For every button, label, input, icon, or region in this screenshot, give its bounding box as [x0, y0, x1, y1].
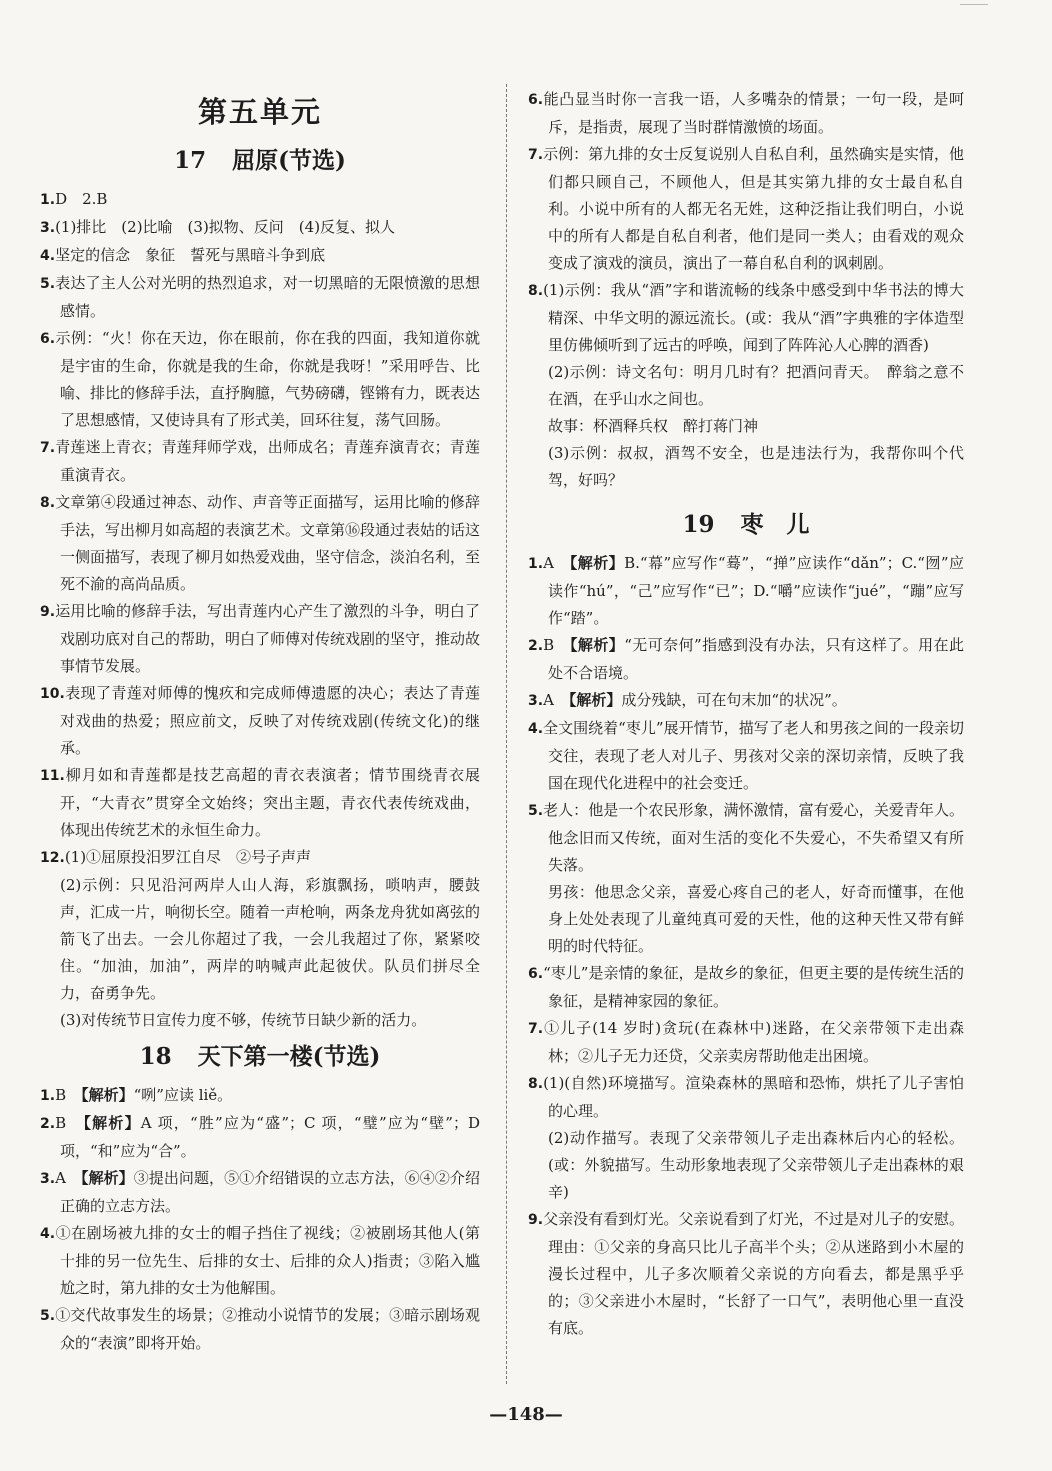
section-name: 屈原(节选) — [232, 147, 346, 174]
answer-subitem: 男孩：他思念父亲，喜爱心疼自己的老人，好奇而懂事，在他身上处处表现了儿童纯真可爱的天性，他的这种天性又带有鲜明的时代特征。 — [548, 883, 964, 955]
answer-item: 4.坚定的信念 象征 誓死与黑暗斗争到底 — [40, 246, 326, 264]
answer-item: 5.①交代故事发生的场景；②推动小说情节的发展；③暗示剧场观众的“表演”即将开始。 — [40, 1306, 480, 1352]
answer-subitem: (2)示例：只见沿河两岸人山人海，彩旗飘扬，唢呐声，腰鼓声，汇成一片，响彻长空。随着一声枪响，两条龙舟犹如离弦的箭飞了出去。一会儿你超过了我，一会儿我超过了你，紧紧咬住。“加油，加油”，两岸的呐喊声此起彼伏。队员们拼尽全力，奋勇争先。 — [60, 876, 481, 1002]
answer-item: 8.(1)示例：我从“酒”字和谐流畅的线条中感受到中华书法的博大精深、中华文明的源远流长。(或：我从“酒”字典雅的字体造型里仿佛倾听到了远古的呼唤，闻到了阵阵沁人心脾的酒香) — [528, 281, 964, 354]
answer-item: 7.①儿子(14 岁时)贪玩(在森林中)迷路，在父亲带领下走出森林；②儿子无力还贷，父亲卖房帮助他走出困境。 — [528, 1019, 964, 1065]
analysis-tag: 【解析】 — [569, 554, 625, 572]
answer-item: 9.运用比喻的修辞手法，写出青莲内心产生了激烈的斗争，明白了戏剧功底对自己的帮助，明白了师傅对传统戏剧的坚守，推动故事情节发展。 — [40, 602, 481, 675]
analysis-tag: 【解析】 — [83, 1114, 141, 1132]
answer-item: 8.文章第④段通过神态、动作、声音等正面描写，运用比喻的修辞手法，写出柳月如高超的表演艺术。文章第⑯段通过表姑的话这一侧面描写，表现了柳月如热爱戏曲，坚守信念，淡泊名利，至死不渝的高尚品质。 — [40, 493, 481, 593]
analysis-tag: 【解析】 — [81, 1086, 134, 1104]
analysis-tag: 【解析】 — [569, 636, 625, 654]
answer-item: 7.青莲迷上青衣；青莲拜师学戏，出师成名；青莲弃演青衣；青莲重演青衣。 — [40, 438, 480, 484]
top-edge-mark — [960, 4, 988, 5]
answer-item: 4.①在剧场被九排的女士的帽子挡住了视线；②被剧场其他人(第十排的另一位先生、后排的女士、后排的众人)指责；③陷入尴尬之时，第九排的女士为他解围。 — [40, 1224, 480, 1297]
section-17-title — [40, 142, 480, 180]
page-number: —148— — [489, 1404, 563, 1425]
answer-item: 3.A 【解析】③提出问题，⑤①介绍错误的立志方法，⑥④②介绍正确的立志方法。 — [40, 1169, 480, 1215]
answer-item: 4.全文围绕着“枣儿”展开情节，描写了老人和男孩之间的一段亲切交往，表现了老人对儿子、男孩对父亲的深切亲情，反映了我国在现代化进程中的社会变迁。 — [528, 719, 964, 792]
answer-item: 5.表达了主人公对光明的热烈追求，对一切黑暗的无限愤激的思想感情。 — [40, 274, 480, 320]
section-number: 19 — [682, 511, 715, 538]
analysis-tag: 【解析】 — [81, 1169, 134, 1187]
answer-item: 6.能凸显当时你一言我一语，人多嘴杂的情景；一句一段，是呵斥，是指责，展现了当时群情激愤的场面。 — [528, 90, 964, 136]
answer-item: 2.B 【解析】“无可奈何”指感到没有办法，只有这样了。用在此处不合语境。 — [528, 636, 964, 682]
answer-item: 5.老人：他是一个农民形象，满怀激情，富有爱心，关爱青年人。他念旧而又传统，面对生活的变化不失爱心，不失希望又有所失落。 — [528, 801, 964, 874]
answer-subitem: (3)对传统节日宣传力度不够，传统节日缺少新的活力。 — [60, 1011, 427, 1029]
section-19-title — [528, 506, 964, 544]
answer-item: 8.(1)(自然)环境描写。渲染森林的黑暗和恐怖，烘托了儿子害怕的心理。 — [528, 1074, 964, 1120]
column-divider — [506, 84, 507, 1384]
answer-item: 6.“枣儿”是亲情的象征，是故乡的象征，但更主要的是传统生活的象征，是精神家园的象征。 — [528, 964, 964, 1010]
answer-item: 12.(1)①屈原投汨罗江自尽 ②号子声声 — [40, 848, 312, 866]
answer-item: 7.示例：第九排的女士反复说别人自私自利，虽然确实是实情，他们都只顾自己，不顾他人，但是其实第九排的女士最自私自利。小说中所有的人都无名无姓，这种泛指让我们明白，小说中的所有人都是自私自利者，他们是同一类人；由看戏的观众变成了演戏的演员，演出了一幕自私自利的讽刺剧。 — [528, 145, 964, 272]
answer-item: 9.父亲没有看到灯光。父亲说看到了灯光，不过是对儿子的安慰。理由：①父亲的身高只比儿子高半个头；②从迷路到小木屋的漫长过程中，儿子多次顺着父亲说的方向看去，都是黑乎乎的；③父亲进小木屋时，“长舒了一口气”，表明他心里一直没有底。 — [528, 1210, 964, 1337]
answer-item: 1.D 2.B — [40, 190, 108, 208]
answer-item: 1.B 【解析】“咧”应读 liě。 — [40, 1086, 233, 1104]
analysis-tag: 【解析】 — [568, 691, 622, 709]
section-name: 天下第一楼(节选) — [197, 1043, 381, 1070]
answer-subitem: (3)示例：叔叔，酒驾不安全，也是违法行为，我帮你叫个代驾，好吗？ — [548, 444, 964, 489]
left-column — [40, 84, 480, 1357]
section-number: 18 — [139, 1043, 172, 1070]
answer-subitem: 故事：杯酒释兵权 醉打蒋门神 — [548, 417, 759, 435]
unit-title: 第五单元 — [197, 95, 322, 129]
answer-item: 3.(1)排比 (2)比喻 (3)拟物、反问 (4)反复、拟人 — [40, 218, 396, 236]
answer-item: 10.表现了青莲对师傅的愧疚和完成师傅遗愿的决心；表达了青莲对戏曲的热爱；照应前文，反映了对传统戏剧(传统文化)的继承。 — [40, 684, 480, 757]
section-number: 17 — [174, 147, 207, 174]
answer-subitem: (2)动作描写。表现了父亲带领儿子走出森林后内心的轻松。(或：外貌描写。生动形象地表现了父亲带领儿子走出森林的艰辛) — [548, 1129, 964, 1201]
section-18-title — [40, 1038, 480, 1076]
answer-item: 6.示例：“火！你在天边，你在眼前，你在我的四面，我知道你就是宇宙的生命，你就是我的生命，你就是我呀！”采用呼告、比喻、排比的修辞手法，直抒胸臆，气势磅礴，铿锵有力，既表达了思想感情，又使诗具有了形式美，回环往复，荡气回肠。 — [40, 329, 481, 429]
answer-item: 3.A 【解析】成分残缺，可在句末加“的状况”。 — [528, 691, 847, 709]
section-name: 枣 儿 — [740, 511, 810, 538]
answer-item: 1.A 【解析】B.“幕”应写作“蓦”，“掸”应读作“dǎn”；C.“囫”应读作“hú”，“己”应写作“已”；D.“嚼”应读作“jué”，“蹦”应写作“踏”。 — [528, 554, 964, 627]
answer-item: 2.B 【解析】A 项，“胜”应为“盛”；C 项，“璧”应为“壁”；D 项，“和”应为“合”。 — [40, 1114, 480, 1160]
answer-item: 11.柳月如和青莲都是技艺高超的青衣表演者；情节围绕青衣展开，“大青衣”贯穿全文始终；突出主题，青衣代表传统戏曲，体现出传统艺术的永恒生命力。 — [40, 766, 480, 839]
right-column — [528, 86, 964, 1342]
answer-subitem: (2)示例：诗文名句：明月几时有？把酒问青天。 醉翁之意不在酒，在乎山水之间也。 — [548, 363, 964, 408]
